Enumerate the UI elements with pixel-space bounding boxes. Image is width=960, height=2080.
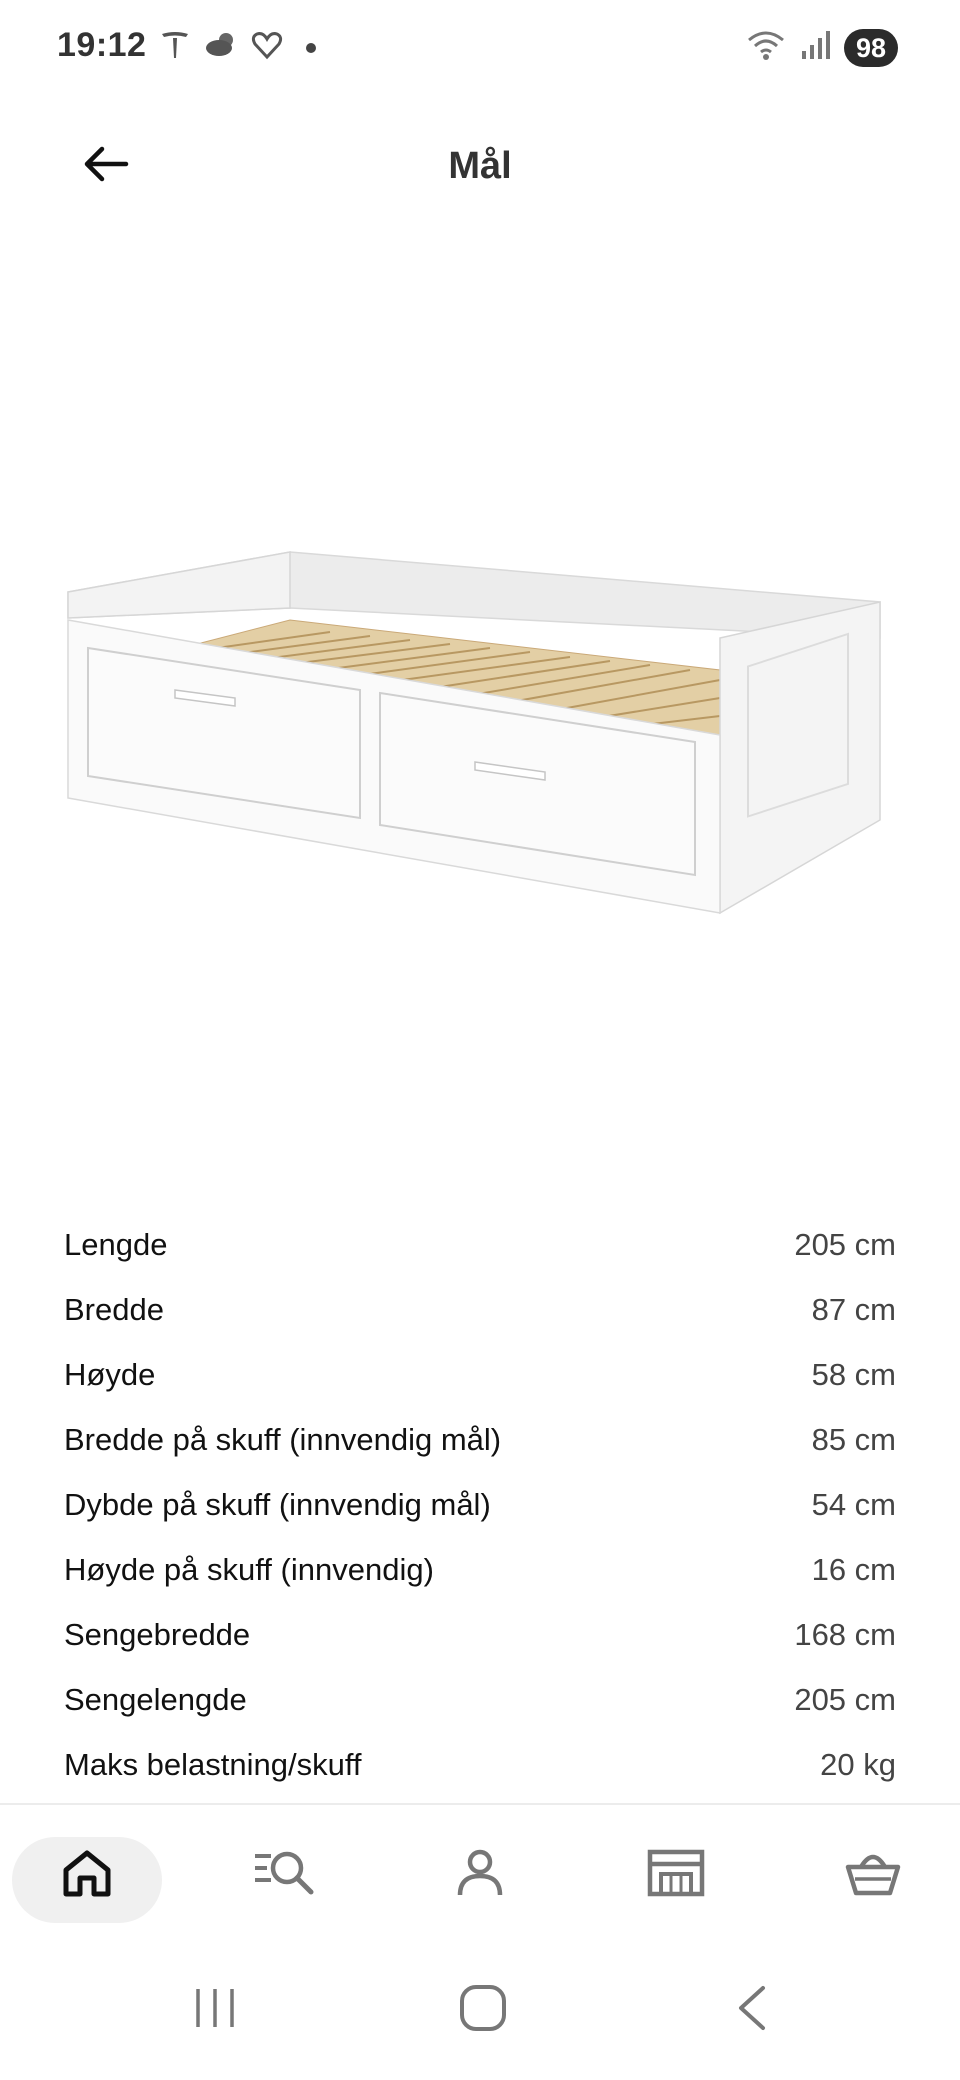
search-list-icon (253, 1848, 315, 1903)
nav-search[interactable] (244, 1835, 324, 1915)
system-home-button[interactable] (443, 1980, 523, 2040)
heart-icon (250, 29, 284, 66)
dimension-row (64, 1537, 896, 1602)
dimension-label: Høyde (64, 1356, 156, 1392)
dimension-label: Bredde (64, 1291, 164, 1327)
dimension-value: 87 cm (811, 1291, 896, 1327)
dimension-label: Sengelengde (64, 1681, 247, 1717)
dimension-value: 205 cm (794, 1226, 896, 1262)
home-icon (61, 1848, 113, 1903)
dimension-label: Høyde på skuff (innvendig) (64, 1551, 434, 1587)
dimension-row (64, 1212, 896, 1277)
battery-indicator: 98 (844, 29, 898, 67)
store-icon (647, 1848, 705, 1903)
dimension-value: 58 cm (811, 1356, 896, 1392)
dimension-value: 20 kg (820, 1746, 896, 1782)
header (0, 100, 960, 235)
nav-profile[interactable] (440, 1835, 520, 1915)
back-chevron-icon (733, 1984, 773, 2037)
dimension-label: Dybde på skuff (innvendig mål) (64, 1486, 491, 1522)
nav-store[interactable] (636, 1835, 716, 1915)
dimension-row (64, 1342, 896, 1407)
basket-icon (845, 1849, 901, 1902)
dimension-value: 54 cm (811, 1486, 896, 1522)
system-nav (0, 1960, 960, 2080)
dimension-label: Sengebredde (64, 1616, 251, 1652)
weather-icon (204, 30, 238, 65)
dimension-row (64, 1602, 896, 1667)
tesla-icon (158, 28, 192, 67)
status-bar (0, 0, 960, 100)
nav-home[interactable] (47, 1835, 127, 1915)
home-circle-icon (459, 1984, 507, 2037)
dimension-value: 85 cm (811, 1421, 896, 1457)
dimension-row (64, 1472, 896, 1537)
dimension-row (64, 1667, 896, 1732)
status-icons-right (746, 28, 898, 67)
dimension-value: 168 cm (794, 1616, 896, 1652)
dimensions-list (64, 1212, 896, 1797)
dimension-label: Maks belastning/skuff (64, 1746, 362, 1782)
dimension-row (64, 1732, 896, 1797)
status-time: 19:12 (57, 26, 147, 64)
recents-button[interactable] (175, 1980, 255, 2040)
profile-icon (455, 1848, 505, 1903)
daybed-illustration (60, 520, 900, 920)
product-image (60, 520, 900, 920)
dimension-label: Lengde (64, 1226, 168, 1262)
recents-icon (192, 1985, 238, 2036)
bottom-nav (0, 1803, 960, 1943)
status-icons-left (158, 28, 316, 67)
wifi-icon (746, 28, 786, 67)
nav-basket[interactable] (833, 1835, 913, 1915)
dimension-label: Bredde på skuff (innvendig mål) (64, 1421, 502, 1457)
notification-dot (306, 43, 316, 53)
signal-icon (800, 29, 830, 66)
dimension-row (64, 1407, 896, 1472)
dimension-value: 16 cm (811, 1551, 896, 1587)
page-title: Mål (448, 145, 512, 187)
dimension-value: 205 cm (794, 1681, 896, 1717)
system-back-button[interactable] (713, 1980, 793, 2040)
dimension-row (64, 1277, 896, 1342)
